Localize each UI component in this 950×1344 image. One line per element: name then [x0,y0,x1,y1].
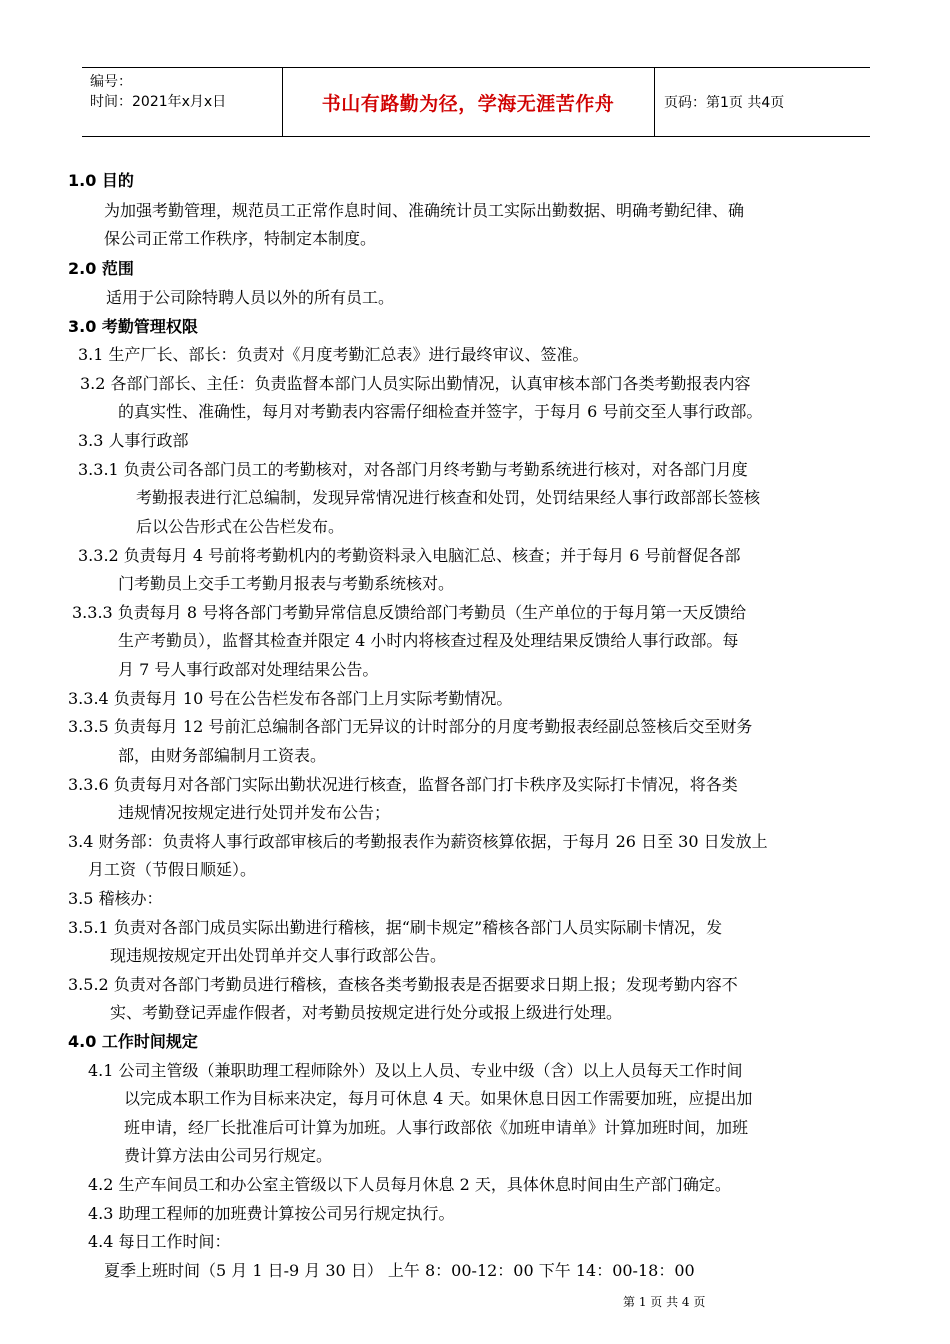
paragraph-line: 3.3.5 负责每月 12 号前汇总编制各部门无异议的计时部分的月度考勤报表经副总签核后交至财务 [68,717,753,736]
paragraph-line: 现违规按规定开出处罚单并交人事行政部公告。 [110,946,447,965]
paragraph-line: 3.3.6 负责每月对各部门实际出勤状况进行核查，监督各部门打卡秩序及实际打卡情况，将各类 [68,775,738,794]
section-heading: 4.0 工作时间规定 [68,1032,198,1051]
paragraph-line: 4.1 公司主管级（兼职助理工程师除外）及以上人员、专业中级（含）以上人员每天工作时间 [88,1061,743,1080]
paragraph-line: 4.4 每日工作时间： [88,1232,231,1251]
page-header [82,67,870,137]
paragraph-line: 费计算方法由公司另行规定。 [124,1146,333,1165]
header-motto: 书山有路勤为径，学海无涯苦作舟 [321,92,615,115]
paragraph-line: 违规情况按规定进行处罚并发布公告； [118,803,391,822]
paragraph-line: 考勤报表进行汇总编制，发现异常情况进行核查和处罚，处罚结果经人事行政部部长签核 [136,488,761,507]
paragraph-line: 适用于公司除特聘人员以外的所有员工。 [106,288,395,307]
paragraph-line: 以完成本职工作为目标来决定，每月可休息 4 天。如果休息日因工作需要加班，应提出加 [124,1089,753,1108]
page-footer: 第 1 页 共 4 页 [623,1295,706,1309]
paragraph-line: 3.4 财务部：负责将人事行政部审核后的考勤报表作为薪资核算依据，于每月 26 日至 30 日发放上 [68,832,768,851]
section-heading: 1.0 目的 [68,171,134,190]
paragraph-line: 的真实性、准确性，每月对考勤表内容需仔细检查并签字，于每月 6 号前交至人事行政部。 [118,402,763,421]
paragraph-line: 保公司正常工作秩序，特制定本制度。 [104,229,377,248]
paragraph-line: 3.3.2 负责每月 4 号前将考勤机内的考勤资料录入电脑汇总、核查；并于每月 6 号前督促各部 [78,546,741,565]
paragraph-line: 3.5.2 负责对各部门考勤员进行稽核，查核各类考勤报表是否据要求日期上报；发现考勤内容不 [68,975,738,994]
paragraph-line: 为加强考勤管理，规范员工正常作息时间、准确统计员工实际出勤数据、明确考勤纪律、确 [104,201,745,220]
paragraph-line: 实、考勤登记弄虚作假者，对考勤员按规定进行处分或报上级进行处理。 [110,1003,623,1022]
paragraph-line: 班申请，经厂长批准后可计算为加班。人事行政部依《加班申请单》计算加班时间，加班 [124,1118,749,1137]
paragraph-line: 门考勤员上交手工考勤月报表与考勤系统核对。 [118,574,455,593]
paragraph-line: 3.2 各部门部长、主任：负责监督本部门人员实际出勤情况，认真审核本部门各类考勤报表内容 [80,374,751,393]
header-left-cell [90,72,226,112]
section-heading: 3.0 考勤管理权限 [68,317,198,336]
paragraph-line: 生产考勤员），监督其检查并限定 4 小时内将核查过程及处理结果反馈给人事行政部。每 [118,631,739,650]
header-time-label: 时间：2021年x月x日 [90,94,227,110]
paragraph-line: 4.2 生产车间员工和办公室主管级以下人员每月休息 2 天，具体休息时间由生产部门确定。 [88,1175,731,1194]
paragraph-line: 月 7 号人事行政部对处理结果公告。 [118,660,379,679]
header-page-label: 页码：第1页 共4页 [664,95,785,111]
paragraph-line: 3.3.4 负责每月 10 号在公告栏发布各部门上月实际考勤情况。 [68,689,513,708]
paragraph-line: 3.5 稽核办： [68,889,163,908]
paragraph-line: 夏季上班时间（5 月 1 日-9 月 30 日） 上午 8：00-12：00 下午 14：00-18：00 [104,1261,695,1280]
paragraph-line: 3.3.1 负责公司各部门员工的考勤核对，对各部门月终考勤与考勤系统进行核对，对各部门月度 [78,460,748,479]
paragraph-line: 3.3.3 负责每月 8 号将各部门考勤异常信息反馈给部门考勤员（生产单位的于每月第一天反馈给 [72,603,747,622]
paragraph-line: 月工资（节假日顺延）。 [88,860,257,879]
paragraph-line: 后以公告形式在公告栏发布。 [136,517,345,536]
paragraph-line: 3.3 人事行政部 [78,431,189,450]
paragraph-line: 3.1 生产厂长、部长：负责对《月度考勤汇总表》进行最终审议、签准。 [78,345,589,364]
paragraph-line: 部，由财务部编制月工资表。 [118,746,327,765]
paragraph-line: 4.3 助理工程师的加班费计算按公司另行规定执行。 [88,1204,455,1223]
paragraph-line: 3.5.1 负责对各部门成员实际出勤进行稽核，据“刷卡规定”稽核各部门人员实际刷卡情况，发 [68,918,723,937]
section-heading: 2.0 范围 [68,259,134,278]
header-number-label: 编号： [90,74,132,90]
header-divider [654,68,655,136]
